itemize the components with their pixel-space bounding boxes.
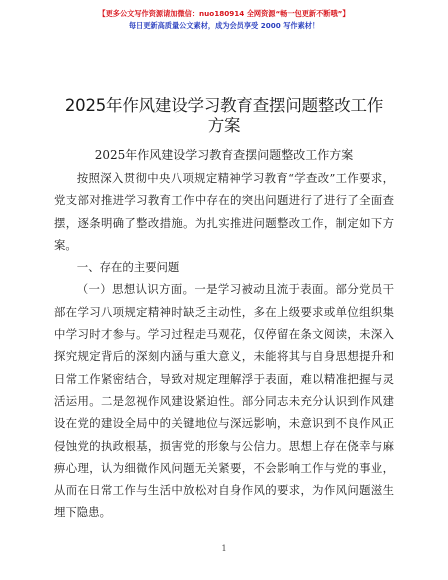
section-heading-problems: 一、存在的主要问题 [76, 260, 180, 275]
promo-banner [0, 8, 448, 32]
promo-banner-line-2: 每日更新高质量公文素材，成为会员享受 2000 写作素材！ [128, 21, 320, 30]
promo-banner-line-1: 【更多公文写作资源请加微信：nuo180914 全网资源“畅一包更新不断哦”】 [98, 9, 350, 18]
section-paragraph-ideology: （一）思想认识方面。一是学习被动且流于表面。部分党员干部在学习八项规定精神时缺乏主动性，多在上级要求或单位组织集中学习时才参与。学习过程走马观花，仅停留在条文阅读，未深入探究规定背后的深刻内涵与重大意义，未能将其与自身思想提升和日常工作紧密结合，导致对规定理解浮于表面，难以精准把握与灵活运用。二是忽视作风建设紧迫性。部分同志未充分认识到作风建设在党的建设全局中的关键地位与深远影响，未意识到不良作风正侵蚀党的执政根基，损害党的形象与公信力。思想上存在侥幸与麻痹心理，认为细微作风问题无关紧要，不会影响工作与党的事业，从而在日常工作与生活中放松对自身作风的要求，为作风问题滋生埋下隐患。 [54, 282, 394, 520]
document-body [54, 167, 394, 524]
page-number: 1 [221, 544, 227, 553]
intro-paragraph: 按照深入贯彻中央八项规定精神学习教育“学查改”工作要求，党支部对推进学习教育工作中存在的突出问题进行了进行了全面查摆，逐条明确了整改措施。为扎实推进问题整改工作，制定如下方案。 [54, 171, 394, 252]
document-main-title: 2025年作风建设学习教育查摆问题整改工作方案 [64, 96, 384, 135]
document-sub-title: 2025年作风建设学习教育查摆问题整改工作方案 [94, 148, 354, 162]
